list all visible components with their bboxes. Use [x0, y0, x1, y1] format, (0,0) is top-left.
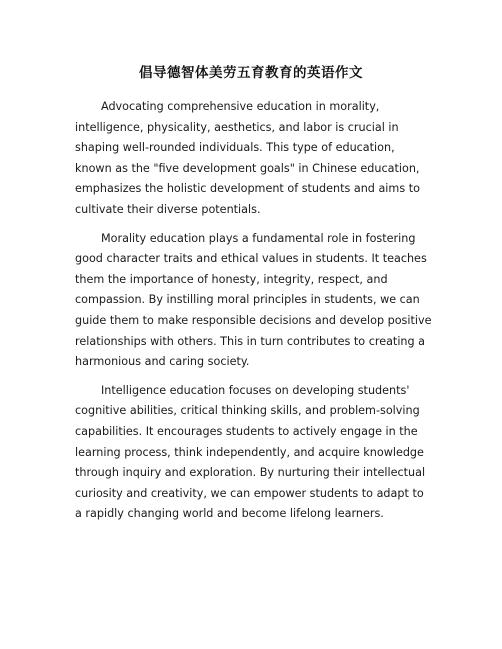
paragraph-intelligence: Intelligence education focuses on developing students' cognitive abilities, critical thinking skills, and problem-solving capabilities. It encourages students to actively engage in the learning process, think independently, and acquire knowledge through inquiry and exploration. By nurturing their intellectual curiosity and creativity, we can empower students to adapt to a rapidly changing world and become lifelong learners.: [75, 383, 426, 521]
document-body: [75, 97, 432, 533]
paragraph-morality: Morality education plays a fundamental role in fostering good character traits and ethical values in students. It teaches them the importance of honesty, integrity, respect, and compassion. By instilling moral principles in students, we can guide them to make responsible decisions and develop positive relationships with others. This in turn contributes to creating a harmonious and caring society.: [75, 231, 432, 369]
paragraph-intro: Advocating comprehensive education in morality, intelligence, physicality, aesthetics, and labor is crucial in shaping well-rounded individuals. This type of education, known as the "five development goals" in Chinese education, emphasizes the holistic development of students and aims to cultivate their diverse potentials.: [75, 100, 420, 216]
document-title: 倡导德智体美劳五育教育的英语作文: [139, 65, 363, 81]
